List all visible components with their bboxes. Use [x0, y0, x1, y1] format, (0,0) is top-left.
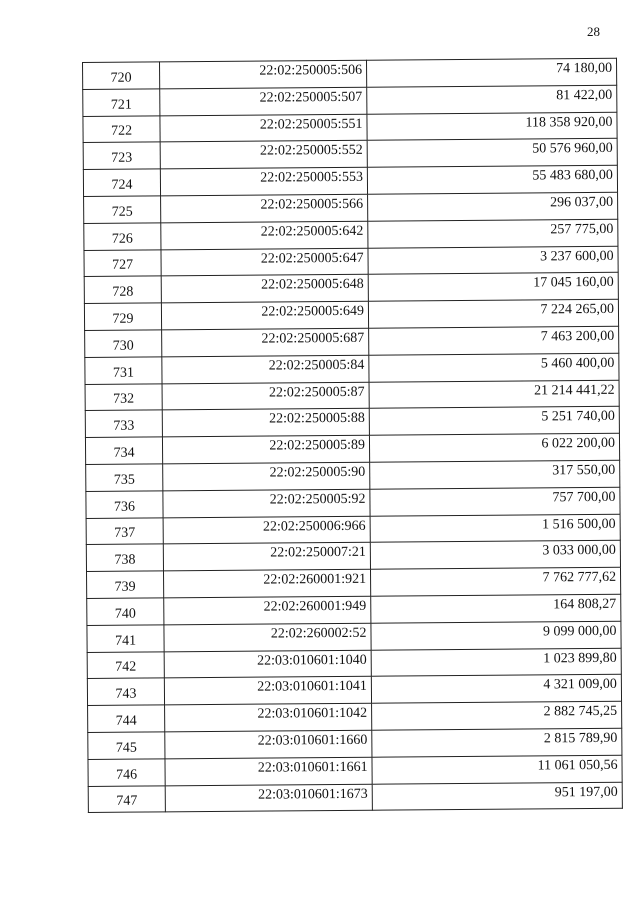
- row-number-cell: 726: [84, 223, 161, 250]
- row-number-cell: 747: [88, 785, 165, 812]
- cadastral-number-cell: 22:02:250005:90: [163, 462, 370, 490]
- cadastral-number-cell: 22:03:010601:1660: [165, 730, 372, 758]
- cadastral-number-cell: 22:02:260001:949: [164, 596, 371, 624]
- cadastral-number-cell: 22:02:250005:84: [162, 355, 369, 383]
- cadastral-number-cell: 22:03:010601:1673: [165, 784, 372, 812]
- table-row: [88, 755, 622, 786]
- cadastral-number-cell: 22:02:250005:647: [161, 248, 368, 276]
- cadastral-value-cell: 1 023 899,80: [371, 648, 621, 677]
- table-row: [87, 621, 621, 652]
- cadastral-number-cell: 22:02:250005:507: [160, 87, 367, 115]
- row-number-cell: 734: [85, 437, 162, 464]
- table-row: [85, 380, 619, 411]
- table-row: [84, 192, 618, 223]
- table-row: [84, 273, 618, 304]
- cadastral-value-cell: 5 251 740,00: [369, 407, 619, 436]
- cadastral-number-cell: 22:02:250005:551: [160, 114, 367, 142]
- cadastral-value-cell: 21 214 441,22: [369, 380, 619, 409]
- cadastral-number-cell: 22:02:250005:552: [160, 141, 367, 169]
- cadastral-value-cell: 3 237 600,00: [368, 246, 618, 275]
- cadastral-number-cell: 22:03:010601:1042: [165, 703, 372, 731]
- cadastral-value-cell: 317 550,00: [370, 460, 620, 489]
- cadastral-value-cell: 81 422,00: [367, 85, 617, 114]
- cadastral-number-cell: 22:02:250005:687: [162, 328, 369, 356]
- table-row: [86, 541, 620, 572]
- row-number-cell: 745: [88, 732, 165, 759]
- cadastral-value-cell: 164 808,27: [371, 594, 621, 623]
- row-number-cell: 739: [87, 571, 164, 598]
- cadastral-number-cell: 22:02:250007:21: [163, 543, 370, 571]
- cadastral-number-cell: 22:02:250005:642: [161, 221, 368, 249]
- row-number-cell: 744: [88, 705, 165, 732]
- table-row: [86, 460, 620, 491]
- table-row: [83, 112, 617, 143]
- cadastral-value-table: [82, 58, 622, 813]
- row-number-cell: 728: [84, 276, 161, 303]
- row-number-cell: 721: [83, 89, 160, 116]
- cadastral-value-cell: 2 815 789,90: [372, 728, 622, 757]
- table-row: [85, 433, 619, 464]
- row-number-cell: 727: [84, 249, 161, 276]
- cadastral-value-cell: 7 463 200,00: [369, 326, 619, 355]
- row-number-cell: 736: [86, 491, 163, 518]
- table-row: [87, 567, 621, 598]
- cadastral-number-cell: 22:02:250005:648: [161, 275, 368, 303]
- row-number-cell: 740: [87, 598, 164, 625]
- cadastral-number-cell: 22:03:010601:1041: [164, 677, 371, 705]
- cadastral-number-cell: 22:02:250005:88: [162, 409, 369, 437]
- cadastral-value-cell: 257 775,00: [368, 219, 618, 248]
- table-row: [85, 407, 619, 438]
- table-row: [85, 353, 619, 384]
- table-row: [84, 219, 618, 250]
- row-number-cell: 731: [85, 357, 162, 384]
- table-row: [84, 246, 618, 277]
- row-number-cell: 746: [88, 759, 165, 786]
- table-row: [87, 675, 621, 706]
- table-row: [88, 782, 622, 813]
- table-row: [84, 299, 618, 330]
- table-row: [86, 514, 620, 545]
- table-row: [83, 139, 617, 170]
- cadastral-value-cell: 7 224 265,00: [368, 299, 618, 328]
- row-number-cell: 730: [85, 330, 162, 357]
- table-row: [85, 326, 619, 357]
- cadastral-number-cell: 22:02:250005:553: [160, 167, 367, 195]
- row-number-cell: 720: [83, 62, 160, 89]
- table-row: [88, 701, 622, 732]
- table-row: [86, 487, 620, 518]
- cadastral-number-cell: 22:03:010601:1661: [165, 757, 372, 785]
- cadastral-number-cell: 22:02:250005:649: [161, 301, 368, 329]
- cadastral-value-cell: 17 045 160,00: [368, 273, 618, 302]
- cadastral-value-cell: 6 022 200,00: [369, 433, 619, 462]
- cadastral-value-cell: 2 882 745,25: [372, 701, 622, 730]
- cadastral-value-cell: 757 700,00: [370, 487, 620, 516]
- row-number-cell: 724: [83, 169, 160, 196]
- cadastral-value-cell: 7 762 777,62: [370, 567, 620, 596]
- row-number-cell: 741: [87, 625, 164, 652]
- cadastral-value-cell: 5 460 400,00: [369, 353, 619, 382]
- row-number-cell: 722: [83, 115, 160, 142]
- cadastral-value-cell: 11 061 050,56: [372, 755, 622, 784]
- row-number-cell: 732: [85, 383, 162, 410]
- cadastral-value-cell: 1 516 500,00: [370, 514, 620, 543]
- cadastral-number-cell: 22:02:250005:87: [162, 382, 369, 410]
- table-body: [83, 58, 623, 812]
- table-row: [87, 648, 621, 679]
- table-row: [88, 728, 622, 759]
- cadastral-number-cell: 22:02:260001:921: [164, 569, 371, 597]
- cadastral-value-cell: 55 483 680,00: [367, 165, 617, 194]
- table-row: [83, 85, 617, 116]
- cadastral-number-cell: 22:02:250005:566: [161, 194, 368, 222]
- row-number-cell: 733: [85, 410, 162, 437]
- row-number-cell: 742: [87, 651, 164, 678]
- cadastral-value-cell: 118 358 920,00: [367, 112, 617, 141]
- cadastral-value-cell: 74 180,00: [366, 58, 616, 87]
- row-number-cell: 735: [86, 464, 163, 491]
- cadastral-number-cell: 22:02:250005:506: [160, 60, 367, 88]
- cadastral-value-cell: 4 321 009,00: [371, 675, 621, 704]
- row-number-cell: 738: [86, 544, 163, 571]
- cadastral-value-cell: 296 037,00: [368, 192, 618, 221]
- cadastral-number-cell: 22:02:250005:89: [162, 435, 369, 463]
- row-number-cell: 737: [86, 517, 163, 544]
- cadastral-number-cell: 22:02:250006:966: [163, 516, 370, 544]
- row-number-cell: 723: [83, 142, 160, 169]
- row-number-cell: 725: [84, 196, 161, 223]
- row-number-cell: 743: [87, 678, 164, 705]
- page-number: 28: [587, 24, 600, 39]
- cadastral-value-cell: 951 197,00: [372, 782, 622, 811]
- row-number-cell: 729: [84, 303, 161, 330]
- cadastral-number-cell: 22:02:250005:92: [163, 489, 370, 517]
- cadastral-value-cell: 9 099 000,00: [371, 621, 621, 650]
- cadastral-number-cell: 22:03:010601:1040: [164, 650, 371, 678]
- table-row: [87, 594, 621, 625]
- cadastral-value-cell: 3 033 000,00: [370, 541, 620, 570]
- table-row: [83, 58, 617, 89]
- cadastral-number-cell: 22:02:260002:52: [164, 623, 371, 651]
- table-row: [83, 165, 617, 196]
- cadastral-value-cell: 50 576 960,00: [367, 139, 617, 168]
